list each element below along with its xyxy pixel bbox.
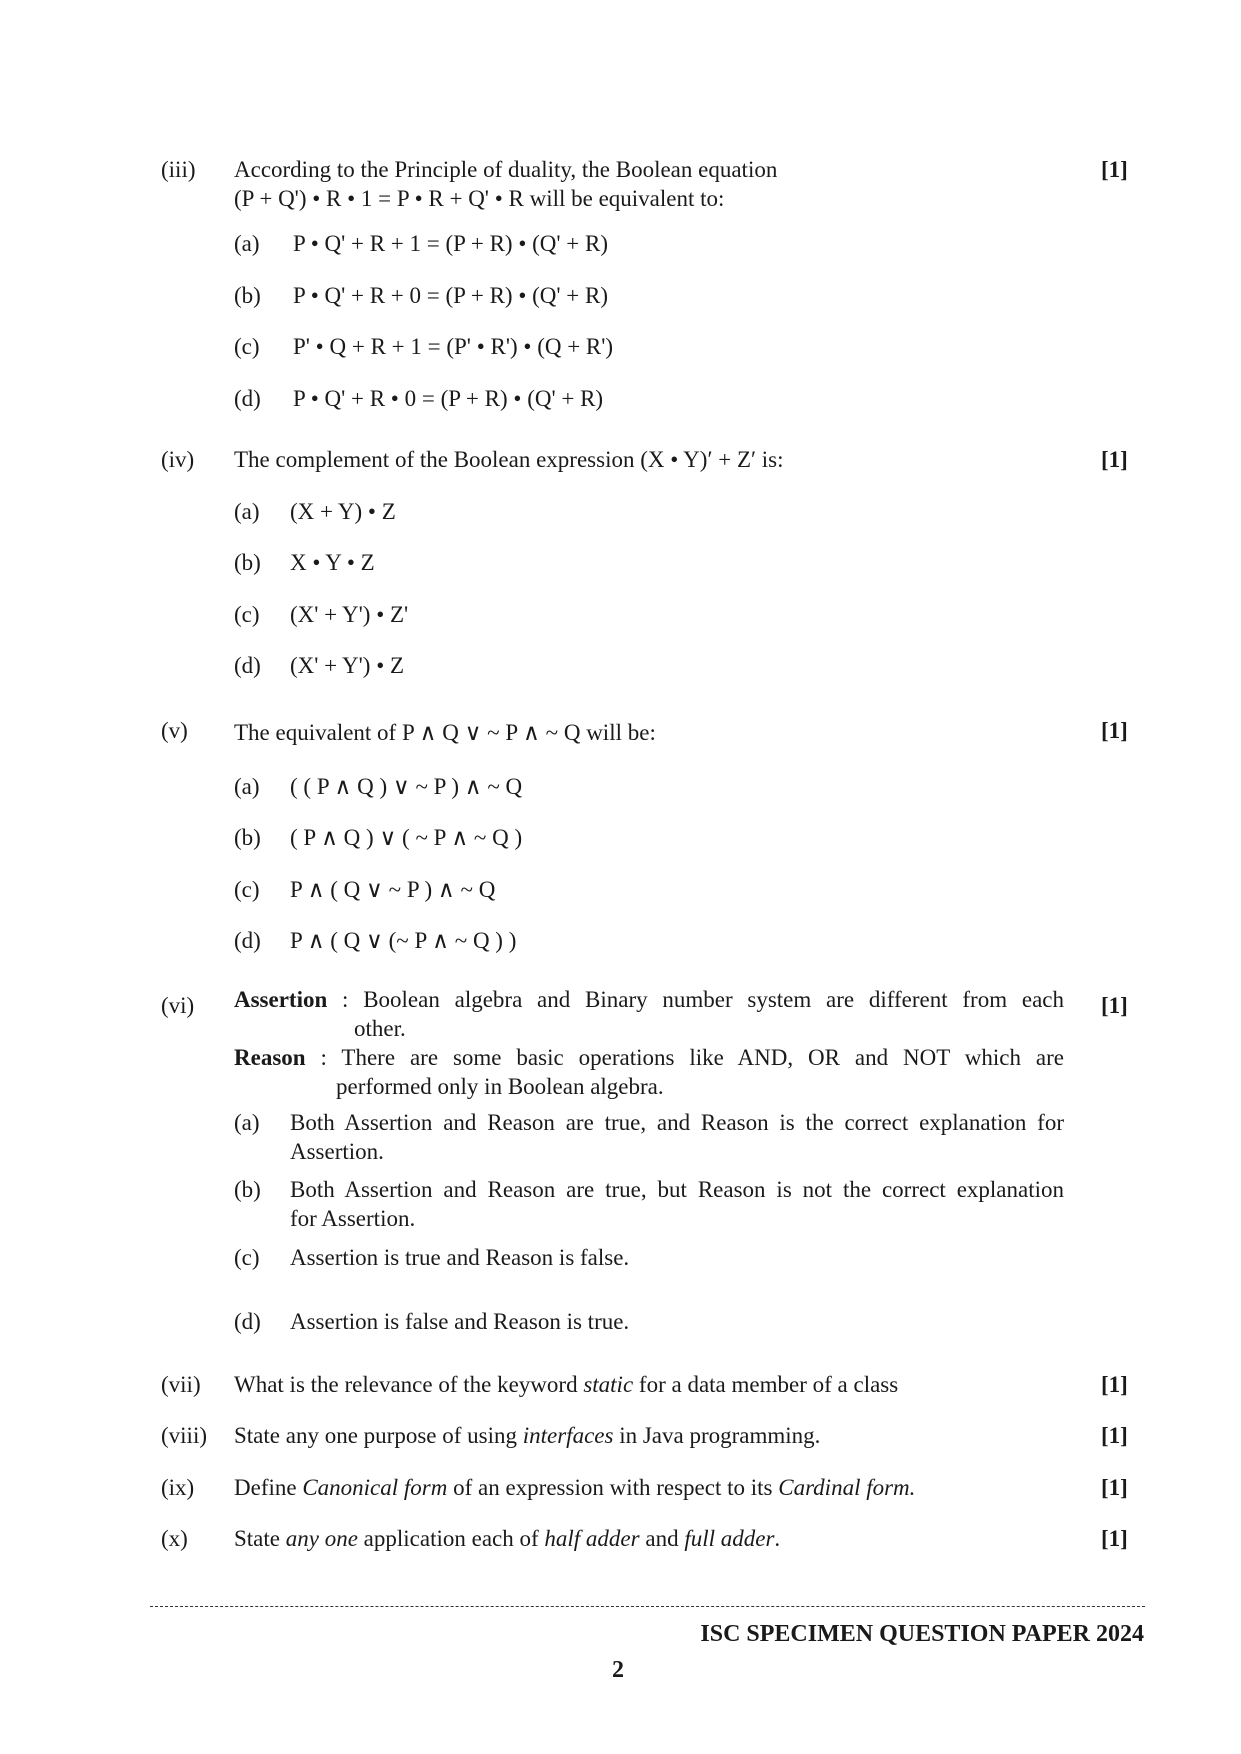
- option-letter: (b): [234, 1177, 261, 1202]
- option-text: P ∧ ( Q ∨ (~ P ∧ ~ Q ) ): [290, 928, 517, 953]
- marks-label: [1]: [1101, 1423, 1128, 1448]
- option-text: X • Y • Z: [290, 550, 375, 575]
- option-letter: (b): [234, 283, 261, 308]
- assertion-label: Assertion: [234, 987, 328, 1012]
- option-letter: (d): [234, 928, 261, 953]
- question-number: (iii): [161, 157, 196, 182]
- option-text: ( ( P ∧ Q ) ∨ ~ P ) ∧ ~ Q: [290, 774, 523, 799]
- option-letter: (d): [234, 1309, 261, 1334]
- option-letter: (d): [234, 653, 261, 678]
- option-letter: (b): [234, 550, 261, 575]
- question-number: (x): [161, 1526, 188, 1551]
- option-letter: (a): [234, 774, 260, 799]
- option-text: P • Q' + R • 0 = (P + R) • (Q' + R): [293, 386, 604, 411]
- option-letter: (a): [234, 499, 260, 524]
- option-text: (X' + Y') • Z': [290, 602, 409, 627]
- assertion-line: Assertion : Boolean algebra and Binary number system are different from each: [234, 987, 1064, 1012]
- option-text: Assertion is false and Reason is true.: [290, 1309, 630, 1334]
- marks-label: [1]: [1101, 447, 1128, 472]
- question-text: Define Canonical form of an expression with respect to its Cardinal form.: [234, 1475, 916, 1500]
- option-letter: (a): [234, 1110, 260, 1135]
- question-number: (ix): [161, 1475, 195, 1500]
- option-text: for Assertion.: [290, 1206, 416, 1231]
- reason-continuation: performed only in Boolean algebra.: [336, 1074, 664, 1099]
- option-text: (X' + Y') • Z: [290, 653, 405, 678]
- footer-title: ISC SPECIMEN QUESTION PAPER 2024: [700, 1621, 1144, 1647]
- question-number: (v): [161, 718, 188, 743]
- option-letter: (b): [234, 825, 261, 850]
- option-letter: (c): [234, 602, 260, 627]
- option-text: Assertion is true and Reason is false.: [290, 1245, 630, 1270]
- option-letter: (c): [234, 877, 260, 902]
- marks-label: [1]: [1101, 993, 1128, 1018]
- option-text: (X + Y) • Z: [290, 499, 396, 524]
- marks-label: [1]: [1101, 157, 1128, 182]
- question-number: (vi): [161, 993, 195, 1018]
- marks-label: [1]: [1101, 1475, 1128, 1500]
- option-text: Both Assertion and Reason are true, but Reason is not the correct explanation: [290, 1177, 1064, 1202]
- option-text: P • Q' + R + 0 = (P + R) • (Q' + R): [293, 283, 609, 308]
- reason-label: Reason: [234, 1045, 306, 1070]
- option-letter: (c): [234, 1245, 260, 1270]
- question-number: (iv): [161, 447, 195, 472]
- option-text: P • Q' + R + 1 = (P + R) • (Q' + R): [293, 231, 609, 256]
- question-text: What is the relevance of the keyword static for a data member of a class: [234, 1372, 899, 1397]
- option-text: ( P ∧ Q ) ∨ ( ~ P ∧ ~ Q ): [290, 825, 523, 850]
- option-letter: (d): [234, 386, 261, 411]
- option-text: P ∧ ( Q ∨ ~ P ) ∧ ~ Q: [290, 877, 496, 902]
- option-letter: (a): [234, 231, 260, 256]
- marks-label: [1]: [1101, 718, 1128, 743]
- question-text: State any one application each of half adder and full adder.: [234, 1526, 781, 1551]
- question-text: (P + Q') • R • 1 = P • R + Q' • R will be equivalent to:: [234, 186, 725, 211]
- option-letter: (c): [234, 334, 260, 359]
- option-text: Both Assertion and Reason are true, and Reason is the correct explanation for: [290, 1110, 1064, 1135]
- option-text: P' • Q + R + 1 = (P' • R') • (Q + R'): [293, 334, 614, 359]
- page-number: 2: [612, 1657, 624, 1683]
- question-number: (viii): [161, 1423, 207, 1448]
- assertion-continuation: other.: [354, 1016, 406, 1041]
- question-text: The equivalent of P ∧ Q ∨ ~ P ∧ ~ Q will be:: [234, 720, 656, 745]
- option-text: Assertion.: [290, 1139, 384, 1164]
- footer-divider: [150, 1606, 1145, 1607]
- question-text: State any one purpose of using interfaces in Java programming.: [234, 1423, 821, 1448]
- marks-label: [1]: [1101, 1372, 1128, 1397]
- reason-line: Reason : There are some basic operations like AND, OR and NOT which are: [234, 1045, 1065, 1070]
- question-number: (vii): [161, 1372, 201, 1397]
- marks-label: [1]: [1101, 1526, 1128, 1551]
- question-text: According to the Principle of duality, the Boolean equation: [234, 157, 778, 182]
- question-text: The complement of the Boolean expression (X • Y)′ + Z′ is:: [234, 447, 784, 472]
